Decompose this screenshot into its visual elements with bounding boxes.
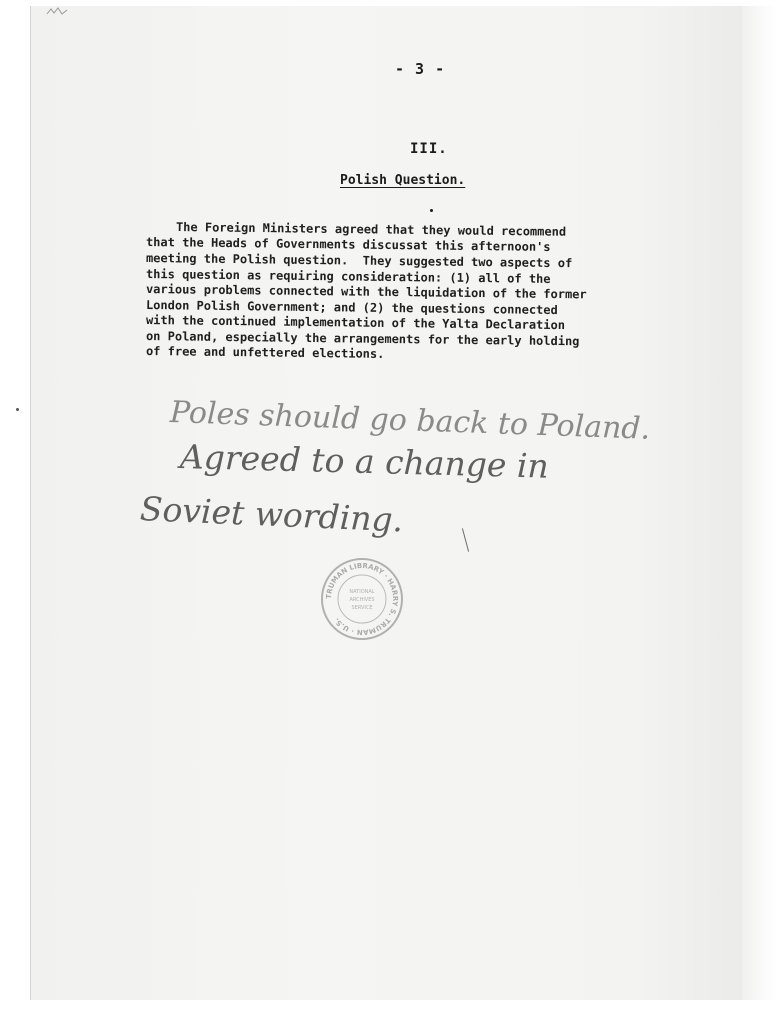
seal-center-line: ARCHIVES — [349, 597, 375, 603]
seal-ring-text: TRUMAN LIBRARY · HARRY S. TRUMAN · U.S. — [324, 561, 400, 637]
body-line: with the continued implementation of the Yalta Declaration — [145, 313, 566, 333]
page-bottom-margin — [30, 1000, 777, 1014]
body-line: this question as requiring consideration: (1) all of the — [145, 267, 551, 286]
body-line: London Polish Government; and (2) the questions connected — [145, 298, 558, 318]
body-line: The Foreign Ministers agreed that they would recommend — [175, 220, 567, 239]
page-number: - 3 - — [395, 60, 446, 78]
section-numeral: III. — [410, 141, 448, 157]
corner-pencil-mark — [45, 6, 75, 18]
seal-center-line: NATIONAL — [349, 589, 375, 595]
margin-dot — [16, 408, 19, 411]
seal-graphic — [320, 557, 404, 641]
handwritten-stroke — [462, 528, 469, 551]
body-line: that the Heads of Governments discussat this afternoon's — [145, 235, 551, 254]
handwritten-annotation — [140, 395, 700, 565]
handwritten-line: Poles should go back to Poland. — [169, 395, 651, 447]
library-seal — [320, 557, 404, 641]
section-heading: Polish Question. — [340, 173, 466, 188]
heading-dot — [430, 209, 433, 212]
handwritten-line: Agreed to a change in — [179, 437, 550, 486]
body-line: on Poland, especially the arrangements for the early holding — [145, 329, 580, 349]
page-edge-shadow — [742, 6, 777, 1014]
body-paragraph — [146, 215, 736, 375]
handwritten-line: Soviet wording. — [139, 489, 404, 540]
body-line: various problems connected with the liquidation of the former — [145, 282, 587, 302]
seal-center-line: SERVICE — [351, 605, 373, 611]
body-line: of free and unfettered elections. — [145, 344, 385, 361]
body-line: meeting the Polish question. They suggested two aspects of — [145, 251, 573, 271]
